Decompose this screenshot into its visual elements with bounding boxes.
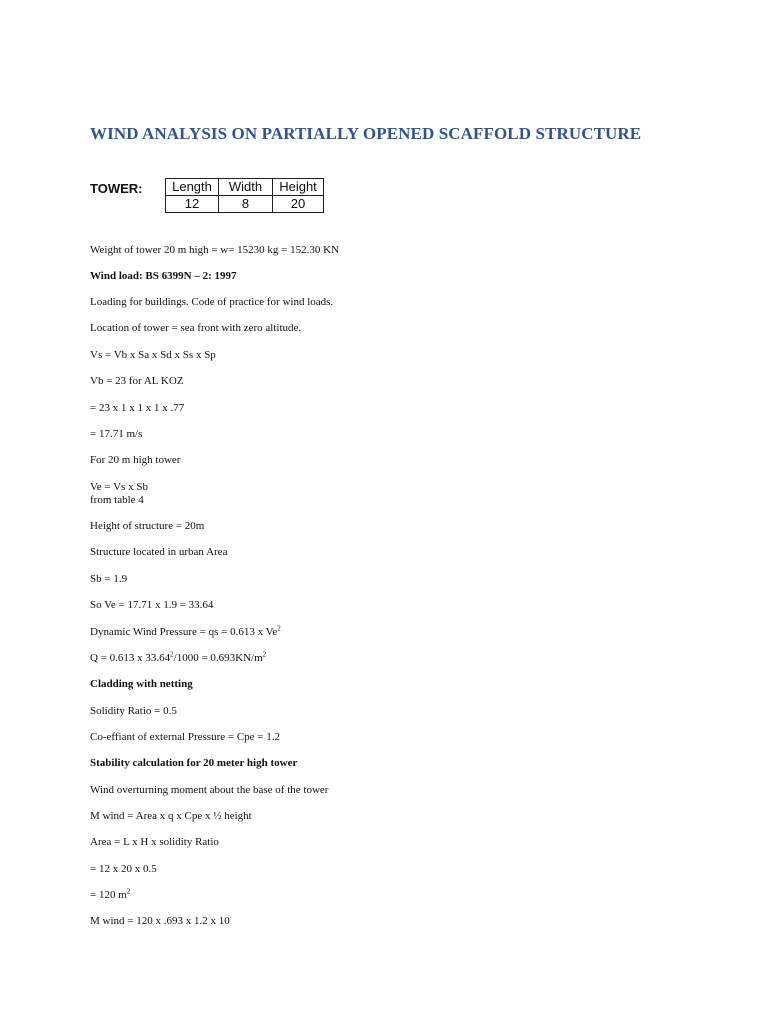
m-wind-calculation: M wind = 120 x .693 x 1.2 x 10 bbox=[90, 915, 230, 927]
wind-load-heading: Wind load: BS 6399N – 2: 1997 bbox=[90, 270, 237, 282]
tower-weight-text: Weight of tower 20 m high = w= 15230 kg = 152.30 KN bbox=[90, 244, 340, 256]
urban-area-text: Structure located in urban Area bbox=[90, 546, 228, 558]
superscript: 2 bbox=[277, 624, 281, 633]
value-width: 8 bbox=[219, 196, 273, 213]
q-calculation bbox=[90, 652, 266, 665]
sb-value: Sb = 1.9 bbox=[90, 573, 128, 585]
table-header-row bbox=[166, 179, 324, 196]
q-calc-part2: /1000 = 0.693KN/m bbox=[173, 652, 263, 664]
tower-dimensions-table bbox=[165, 178, 324, 213]
area-result-text: = 120 m bbox=[90, 889, 127, 901]
tower-height-text: For 20 m high tower bbox=[90, 454, 181, 466]
vb-calculation: = 23 x 1 x 1 x 1 x .77 bbox=[90, 402, 185, 414]
cladding-heading: Cladding with netting bbox=[90, 678, 193, 690]
ve-result: So Ve = 17.71 x 1.9 = 33.64 bbox=[90, 599, 214, 611]
area-formula: Area = L x H x solidity Ratio bbox=[90, 836, 219, 848]
area-result bbox=[90, 889, 130, 902]
vb-text: Vb = 23 for AL KOZ bbox=[90, 375, 184, 387]
value-height: 20 bbox=[273, 196, 324, 213]
q-calc-part1: Q = 0.613 x 33.64 bbox=[90, 652, 171, 664]
value-length: 12 bbox=[166, 196, 219, 213]
stability-heading: Stability calculation for 20 meter high tower bbox=[90, 757, 298, 769]
superscript: 2 bbox=[262, 650, 267, 659]
overturning-text: Wind overturning moment about the base of the tower bbox=[90, 784, 329, 796]
structure-height-text: Height of structure = 20m bbox=[90, 520, 205, 532]
table-row bbox=[166, 196, 324, 213]
vs-formula: Vs = Vb x Sa x Sd x Ss x Sp bbox=[90, 349, 216, 361]
dynamic-pressure-text: Dynamic Wind Pressure = qs = 0.613 x Ve bbox=[90, 626, 278, 638]
header-width: Width bbox=[219, 179, 273, 196]
document-title: WIND ANALYSIS ON PARTIALLY OPENED SCAFFOLD STRUCTURE bbox=[90, 124, 642, 143]
vs-result: = 17.71 m/s bbox=[90, 428, 143, 440]
location-text: Location of tower = sea front with zero altitude. bbox=[90, 322, 302, 334]
ve-formula: Ve = Vs x Sb bbox=[90, 481, 148, 493]
superscript: 2 bbox=[170, 650, 174, 659]
m-wind-formula: M wind = Area x q x Cpe x ½ height bbox=[90, 810, 252, 822]
header-height: Height bbox=[273, 179, 324, 196]
header-length: Length bbox=[166, 179, 219, 196]
solidity-ratio-text: Solidity Ratio = 0.5 bbox=[90, 705, 177, 717]
tower-label: TOWER: bbox=[90, 181, 143, 196]
superscript: 2 bbox=[126, 887, 131, 896]
loading-text: Loading for buildings. Code of practice for wind loads. bbox=[90, 296, 334, 308]
area-calculation: = 12 x 20 x 0.5 bbox=[90, 863, 157, 875]
dynamic-pressure-formula bbox=[90, 626, 281, 639]
cpe-text: Co-effiant of external Pressure = Cpe = 1.2 bbox=[90, 731, 280, 743]
from-table-text: from table 4 bbox=[90, 494, 144, 506]
